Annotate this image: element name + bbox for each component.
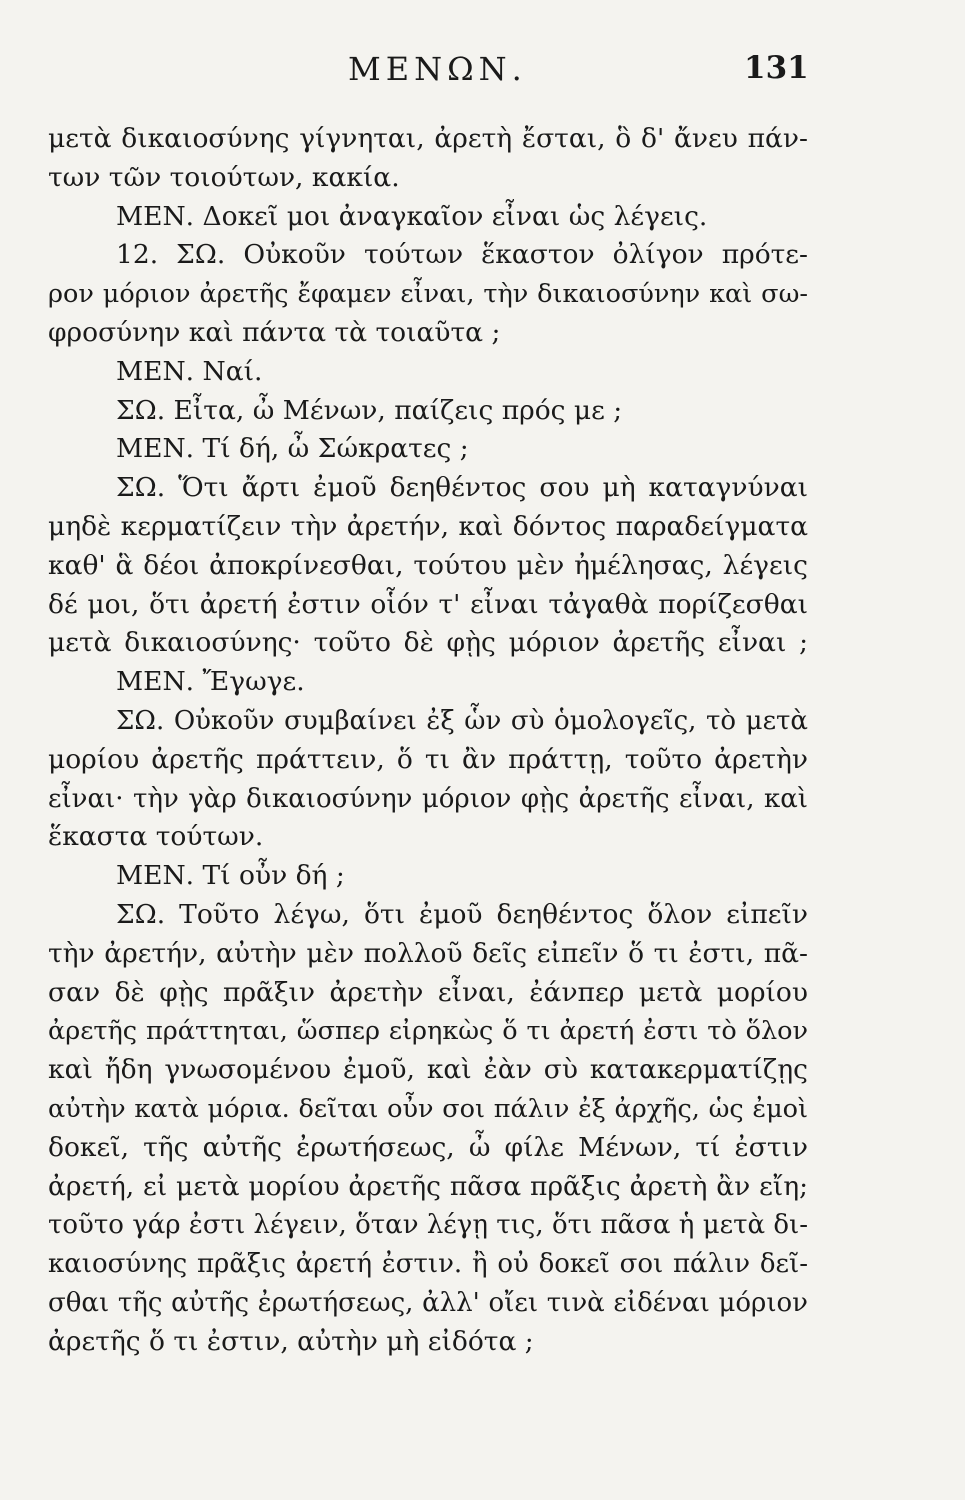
text-line-13: δέ μοι, ὅτι ἀρετή ἐστιν οἷόν τ' εἶναι τἀγαθὰ πορίζεσθαι (48, 588, 808, 620)
text-line-30: καιοσύνης πρᾶξις ἀρετή ἐστιν. ἢ οὐ δοκεῖ σοι πάλιν δεῖ- (48, 1249, 808, 1280)
text-line-20: ΜΕΝ. Τί οὖν δή ; (116, 860, 345, 892)
text-line-10: ΣΩ. Ὅτι ἄρτι ἐμοῦ δεηθέντος σου μὴ καταγνύναι (116, 472, 808, 504)
text-line-31: σθαι τῆς αὐτῆς ἐρωτήσεως, ἀλλ' οἴει τινὰ εἰδέναι μόριον (48, 1287, 808, 1318)
text-line-24: ἀρετῆς πράττηται, ὥσπερ εἰρηκὼς ὅ τι ἀρετή ἐστι τὸ ὅλον (48, 1016, 808, 1047)
text-line-29: τοῦτο γάρ ἐστι λέγειν, ὅταν λέγῃ τις, ὅτι πᾶσα ἡ μετὰ δι- (48, 1210, 808, 1241)
text-line-26: αὐτὴν κατὰ μόρια. δεῖται οὖν σοι πάλιν ἐξ ἀρχῆς, ὡς ἐμοὶ (48, 1093, 808, 1124)
text-line-11: μηδὲ κερματίζειν τὴν ἀρετήν, καὶ δόντος παραδείγματα (48, 510, 808, 542)
text-line-28: ἀρετή, εἰ μετὰ μορίου ἀρετῆς πᾶσα πρᾶξις ἀρετὴ ἂν εἴη; (48, 1170, 808, 1202)
running-title: ΜΕΝΩΝ. (348, 50, 527, 88)
text-line-17: μορίου ἀρετῆς πράττειν, ὅ τι ἂν πράττῃ, τοῦτο ἀρετὴν (48, 743, 808, 775)
text-line-7: ΜΕΝ. Ναί. (116, 355, 263, 387)
text-line-23: σαν δὲ φῂς πρᾶξιν ἀρετὴν εἶναι, ἐάνπερ μετὰ μορίου (48, 976, 808, 1008)
text-line-27: δοκεῖ, τῆς αὐτῆς ἐρωτήσεως, ὦ φίλε Μένων, τί ἐστιν (48, 1131, 808, 1163)
text-line-14: μετὰ δικαιοσύνης· τοῦτο δὲ φῂς μόριον ἀρετῆς εἶναι ; (48, 627, 808, 659)
text-line-5: ρον μόριον ἀρετῆς ἔφαμεν εἶναι, τὴν δικαιοσύνην καὶ σω- (48, 279, 808, 310)
text-line-8: ΣΩ. Εἶτα, ὦ Μένων, παίζεις πρός με ; (116, 394, 623, 426)
text-line-2: των τῶν τοιούτων, κακία. (48, 161, 400, 193)
dialogue-text (48, 120, 808, 1362)
text-line-18: εἶναι· τὴν γὰρ δικαιοσύνην μόριον φῂς ἀρετῆς εἶναι, καὶ (48, 783, 808, 814)
text-line-16: ΣΩ. Οὐκοῦν συμβαίνει ἐξ ὧν σὺ ὁμολογεῖς, τὸ μετὰ (116, 705, 808, 736)
text-line-25: καὶ ἤδη γνωσομένου ἐμοῦ, καὶ ἐὰν σὺ κατακερματίζῃς (48, 1054, 808, 1086)
text-line-3: ΜΕΝ. Δοκεῖ μοι ἀναγκαῖον εἶναι ὡς λέγεις. (116, 200, 708, 232)
text-line-1: μετὰ δικαιοσύνης γίγνηται, ἀρετὴ ἔσται, ὃ δ' ἄνευ πάν- (48, 123, 808, 154)
page-header (0, 50, 965, 95)
text-line-15: ΜΕΝ. Ἔγωγε. (116, 666, 305, 698)
text-line-32: ἀρετῆς ὅ τι ἐστιν, αὐτὴν μὴ εἰδότα ; (48, 1325, 534, 1357)
text-line-9: ΜΕΝ. Τί δή, ὦ Σώκρατες ; (116, 433, 469, 465)
text-line-6: φροσύνην καὶ πάντα τὰ τοιαῦτα ; (48, 316, 501, 348)
text-line-12: καθ' ἃ δέοι ἀποκρίνεσθαι, τούτου μὲν ἠμέλησας, λέγεις (48, 549, 808, 581)
text-line-21: ΣΩ. Τοῦτο λέγω, ὅτι ἐμοῦ δεηθέντος ὅλον εἰπεῖν (116, 898, 808, 930)
text-line-4: 12. ΣΩ. Οὐκοῦν τούτων ἕκαστον ὀλίγον πρότε- (116, 239, 808, 271)
text-line-22: τὴν ἀρετήν, αὐτὴν μὲν πολλοῦ δεῖς εἰπεῖν ὅ τι ἐστι, πᾶ- (48, 937, 808, 969)
text-line-19: ἕκαστα τούτων. (48, 821, 264, 853)
page-number: 131 (744, 50, 809, 86)
